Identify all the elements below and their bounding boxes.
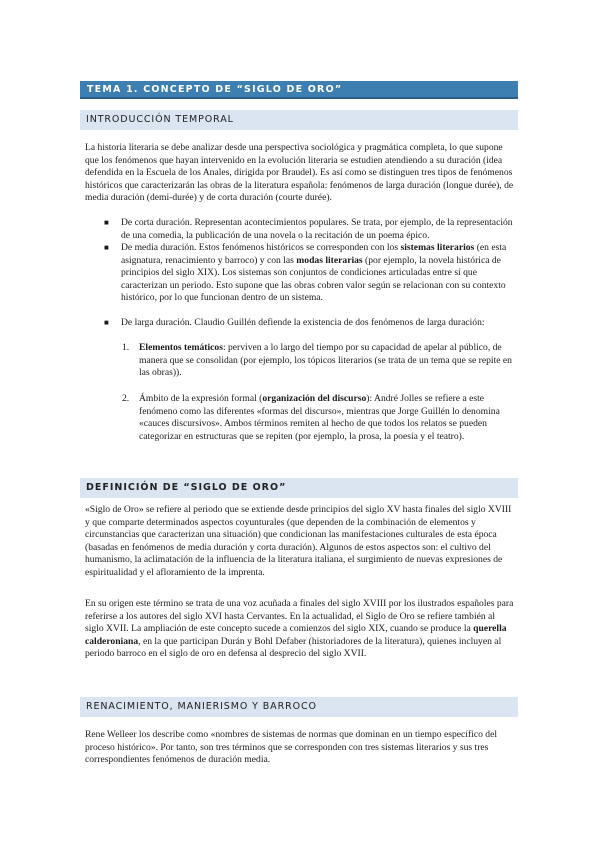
bullet-icon: ■ xyxy=(104,318,109,327)
bold-modas-literarias: modas literarias xyxy=(296,254,363,266)
intro-paragraph: La historia literaria se debe analizar desde una perspectiva sociológica y pragmática completa, lo que supone que los fenómenos que hayan intervenido en la evolución literaria se estudien atendiendo a su duración (idea defendida en la Escuela de los Anales, dirigida por Braudel). Es así como se distinguen tres tipos de fenómenos históricos que caracterizarán las obras de la literatura española: fenómenos de larga duración (longue durée), de media duración (demi-durée) y de corta duración (courte durée). xyxy=(85,142,514,204)
list-item xyxy=(104,242,516,305)
bullet-text-media: De media duración. Estos fenómenos históricos se corresponden con los sistemas literarios (en esta asignatura, renacimiento y barroco) y con las modas literarias (por ejemplo, la novela histórica de principios del siglo XIX). Los sistemas son conjuntos de condiciones articuladas entre sí que caracterizan un periodo. Esto supone que las obras cobren valor según se relacionan con su contexto histórico, por lo que funcionan dentro de un sistema. xyxy=(121,242,507,304)
document-title: TEMA 1. CONCEPTO DE “SIGLO DE ORO” xyxy=(80,81,518,99)
numbered-item-1: 1. Elementos temáticos: perviven a lo largo del tiempo por su capacidad de apelar al público, de manera que se consolidan (por ejemplo, los tópicos literarios (se trata de un tema que se repite en las obras)). xyxy=(122,342,512,379)
bullet-text-corta: De corta duración. Representan acontecimientos populares. Se trata, por ejemplo, de la representación de una comedia, la publicación de una novela o la recitación de un poema épico. xyxy=(121,217,513,241)
section-heading-intro: INTRODUCCIÓN TEMPORAL xyxy=(80,110,518,130)
section-heading-renacimiento: RENACIMIENTO, MANIERISMO Y BARROCO xyxy=(80,697,518,717)
bold-sistemas-literarios: sistemas literarios xyxy=(400,242,475,253)
definicion-paragraph-1: «Siglo de Oro» se refiere al periodo que se extiende desde principios del siglo XV hasta finales del siglo XVIII y que comparte determinados aspectos coyunturales (que dependen de la combinación de elementos y circunstancias que caracterizan una situación) que condicionan las manifestaciones culturales de esta época (basadas en fenómenos de media duración y corta duración). Algunos de estos aspectos son: el cultivo del humanismo, la aclimatación de la influencia de la literatura italiana, el surgimiento de nuevas expresiones de espiritualidad y el afloramiento de la imprenta. xyxy=(85,504,512,578)
list-number: 1. xyxy=(122,342,130,353)
bullet-icon: ■ xyxy=(104,243,109,252)
list-item xyxy=(104,217,516,242)
renacimiento-paragraph: Rene Welleer los describe como «nombres de sistemas de normas que dominan en un tiempo específico del proceso histórico». Por tanto, son tres términos que se corresponden con tres sistemas literarios y sus tres correspondientes fenómenos de duración media. xyxy=(85,729,497,766)
bold-querella-calderoniana: querella calderoniana xyxy=(85,623,507,647)
definicion-paragraph-2: En su origen este término se trata de una voz acuñada a finales del siglo XVIII por los ilustrados españoles para referirse a los autores del siglo XVI hasta Cervantes. En la actualidad, el Siglo de Oro se refiere también al siglo XVII. La ampliación de este concepto sucede a comienzos del siglo XIX, cuando se produce la querella calderoniana, en la que participan Durán y Bohl Defaber (historiadores de la literatura), quienes incluyen al periodo barroco en el siglo de oro en defensa al desprecio del siglo XVII. xyxy=(85,598,514,660)
section-heading-definicion: DEFINICIÓN DE “SIGLO DE ORO” xyxy=(80,478,518,498)
list-item xyxy=(104,317,516,330)
numbered-item-2: 2. Ámbito de la expresión formal (organización del discurso): André Jolles se refiere a este fenómeno como las diferentes «formas del discurso», mientras que Jorge Guillén lo denomina «cauces discursivos». Ambos términos remiten al hecho de que todos los relatos se pueden categorizar en estructuras que se repiten (por ejemplo, la prosa, la poesía y el teatro). xyxy=(122,393,500,442)
bullet-text-larga: De larga duración. Claudio Guillén defiende la existencia de dos fenómenos de larga duración: xyxy=(121,317,485,328)
list-number: 2. xyxy=(122,393,130,404)
bullet-icon: ■ xyxy=(104,218,109,227)
bold-organizacion-discurso: organización del discurso xyxy=(262,393,367,404)
bold-elementos-tematicos: Elementos temáticos xyxy=(139,342,223,353)
